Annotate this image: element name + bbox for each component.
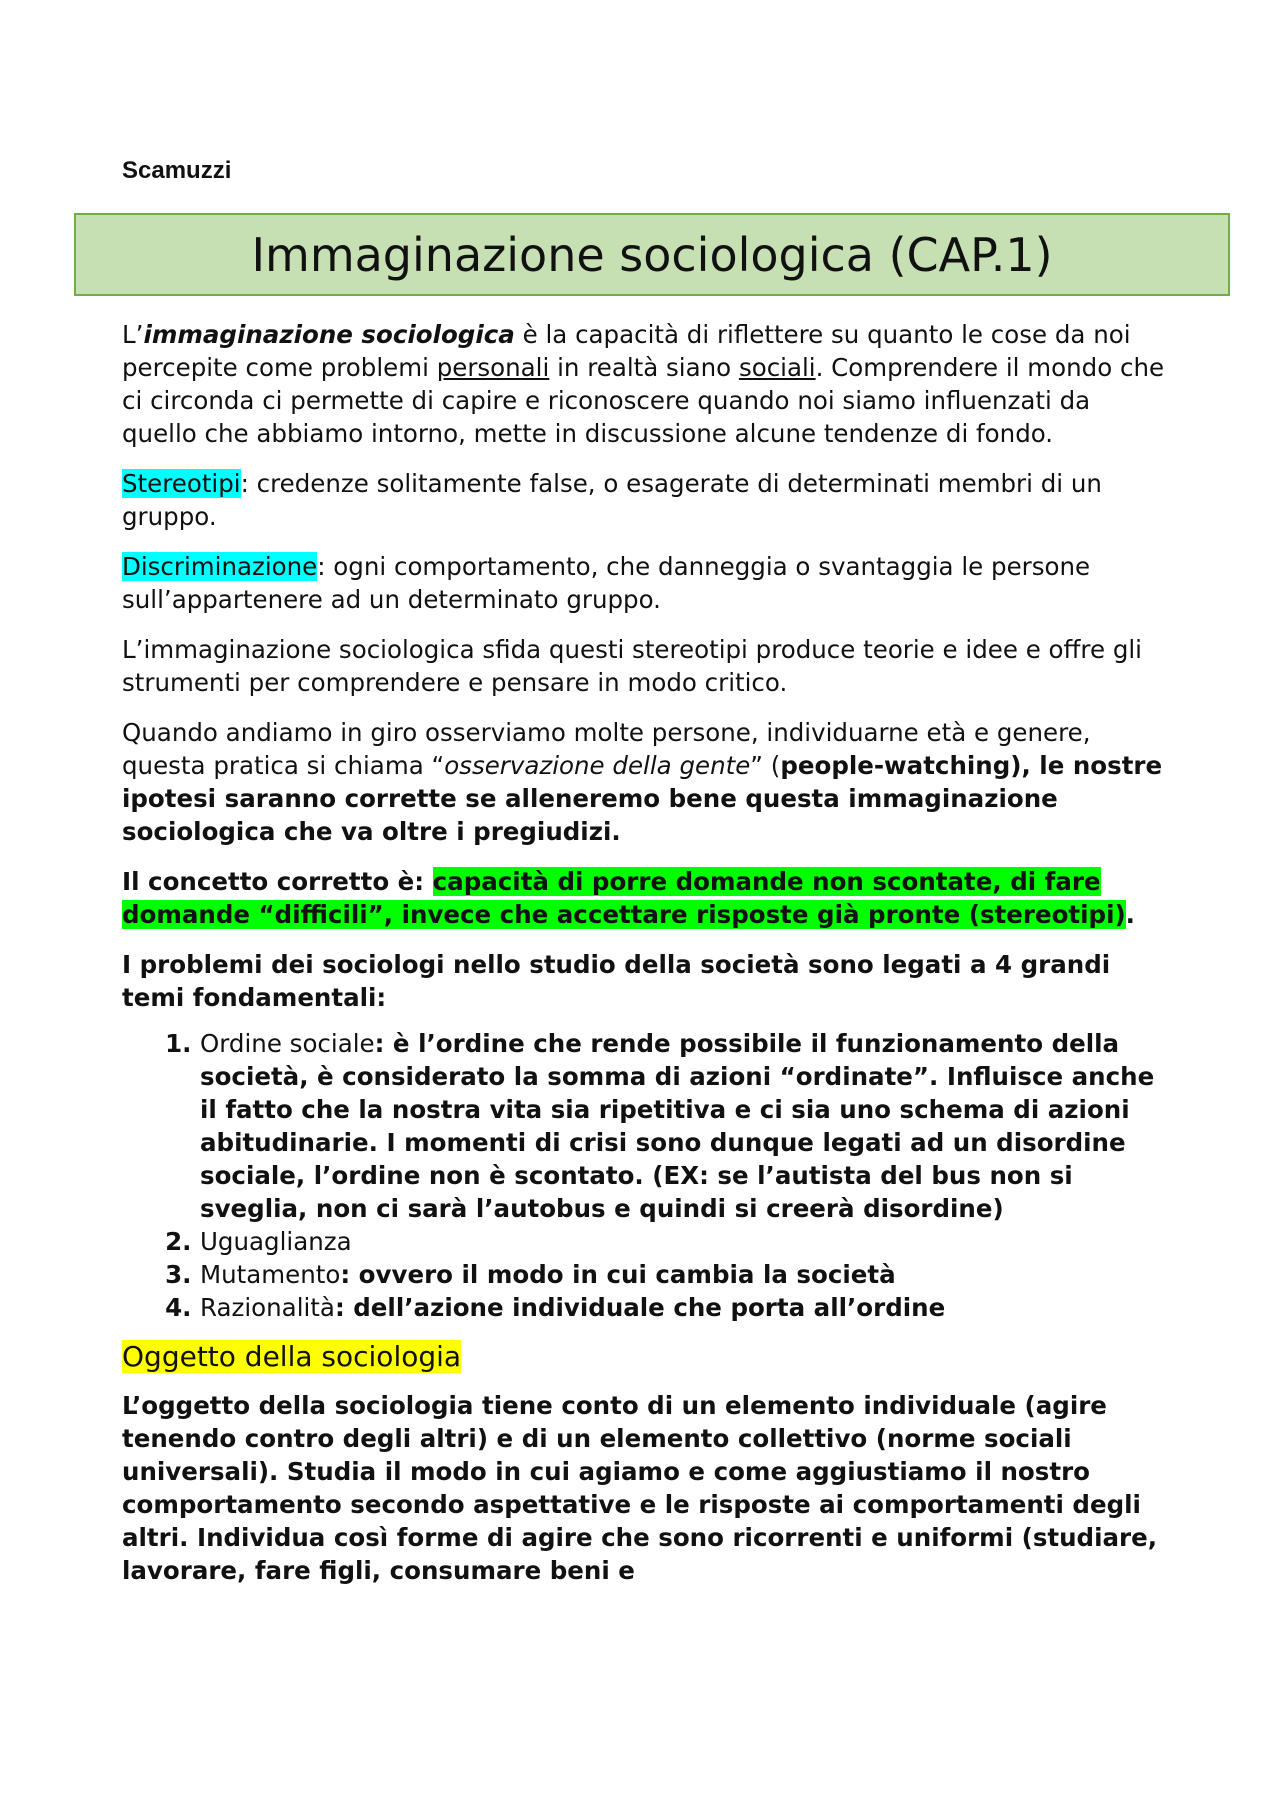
people-watching-paragraph bbox=[122, 716, 1172, 848]
author-header: Scamuzzi bbox=[122, 157, 232, 184]
intro-term: immaginazione sociologica bbox=[143, 320, 515, 349]
intro-text-1: è la capacità di riflettere su quanto le cose da noi percepite come problemi bbox=[122, 320, 1131, 382]
list-item-desc: : è l’ordine che rende possibile il funzionamento della società, è considerato la somma di azioni “ordinate”. Influisce anche il fatto che la nostra vita sia ripetitiva e ci sia uno schema di azioni abitudinarie. I momenti di crisi sono dunque legati ad un disordine sociale, l’ordine non è scontato. (EX: se l’autista del bus non si sveglia, non ci sarà l’autobus e quindi si creerà disordine) bbox=[200, 1029, 1155, 1223]
people-watching-text-1: Quando andiamo in giro osserviamo molte persone, individuarne età e genere, questa pratica si chiama “ bbox=[122, 718, 1091, 780]
people-watching-text-2: ” ( bbox=[750, 751, 781, 780]
oggetto-paragraph: L’oggetto della sociologia tiene conto di un elemento individuale (agire tenendo contro degli altri) e di un elemento collettivo (norme sociali universali). Studia il modo in cui agiamo e come aggiustiamo il nostro comportamento secondo aspettative e le risposte ai comportamenti degli altri. Individua così forme di agire che sono ricorrenti e uniformi (studiare, lavorare, fare figli, consumare beni e bbox=[122, 1391, 1158, 1585]
list-item bbox=[200, 1291, 1172, 1324]
stereotipi-definition: : credenze solitamente false, o esagerate di determinati membri di un gruppo. bbox=[122, 469, 1102, 531]
list-item-term: Mutamento bbox=[200, 1260, 341, 1289]
list-item-term: Razionalità bbox=[200, 1293, 335, 1322]
intro-text-3: . Comprendere il mondo che ci circonda ci permette di capire e riconoscere quando noi siamo influenzati da quello che abbiamo intorno, mette in discussione alcune tendenze di fondo. bbox=[122, 353, 1165, 448]
section-heading-text: Oggetto della sociologia bbox=[122, 1340, 462, 1373]
document-body bbox=[122, 318, 1172, 1604]
critical-thinking-paragraph: L’immaginazione sociologica sfida questi stereotipi produce teorie e idee e offre gli strumenti per comprendere e pensare in modo critico. bbox=[122, 635, 1142, 697]
concetto-paragraph bbox=[122, 865, 1172, 931]
list-item bbox=[200, 1258, 1172, 1291]
concetto-lead: Il concetto corretto è: bbox=[122, 867, 433, 896]
list-item bbox=[200, 1225, 1172, 1258]
stereotipi-paragraph bbox=[122, 467, 1172, 533]
discriminazione-paragraph bbox=[122, 550, 1172, 616]
chapter-title-box bbox=[74, 213, 1230, 296]
list-item-desc: : ovvero il modo in cui cambia la società bbox=[340, 1260, 896, 1289]
section-heading bbox=[122, 1339, 1172, 1375]
people-watching-bold: people-watching), le nostre ipotesi saranno corrette se alleneremo bene questa immaginazione sociologica che va oltre i pregiudizi. bbox=[122, 751, 1163, 846]
intro-prefix: L’ bbox=[122, 320, 144, 349]
list-item-desc: : dell’azione individuale che porta all’ordine bbox=[334, 1293, 946, 1322]
list-item-term: Ordine sociale bbox=[200, 1029, 375, 1058]
themes-list bbox=[122, 1027, 1172, 1324]
stereotipi-term: Stereotipi bbox=[122, 469, 241, 498]
underlined-personali: personali bbox=[436, 353, 550, 382]
intro-paragraph bbox=[122, 318, 1172, 450]
discriminazione-definition: : ogni comportamento, che danneggia o svantaggia le persone sull’appartenere ad un determinato gruppo. bbox=[122, 552, 1091, 614]
list-item-term: Uguaglianza bbox=[200, 1227, 352, 1256]
chapter-title: Immaginazione sociologica (CAP.1) bbox=[251, 227, 1053, 282]
underlined-sociali: sociali bbox=[738, 353, 816, 382]
list-item bbox=[200, 1027, 1172, 1225]
discriminazione-term: Discriminazione bbox=[122, 552, 318, 581]
intro-text-2: in realtà siano bbox=[549, 353, 739, 382]
concetto-end: . bbox=[1125, 900, 1135, 929]
concetto-highlight: capacità di porre domande non scontate, di fare domande “difficili”, invece che accettare risposte già pronte (stereotipi) bbox=[122, 867, 1126, 929]
problemi-paragraph: I problemi dei sociologi nello studio della società sono legati a 4 grandi temi fondamentali: bbox=[122, 950, 1111, 1012]
osservazione-italic: osservazione della gente bbox=[444, 751, 751, 780]
